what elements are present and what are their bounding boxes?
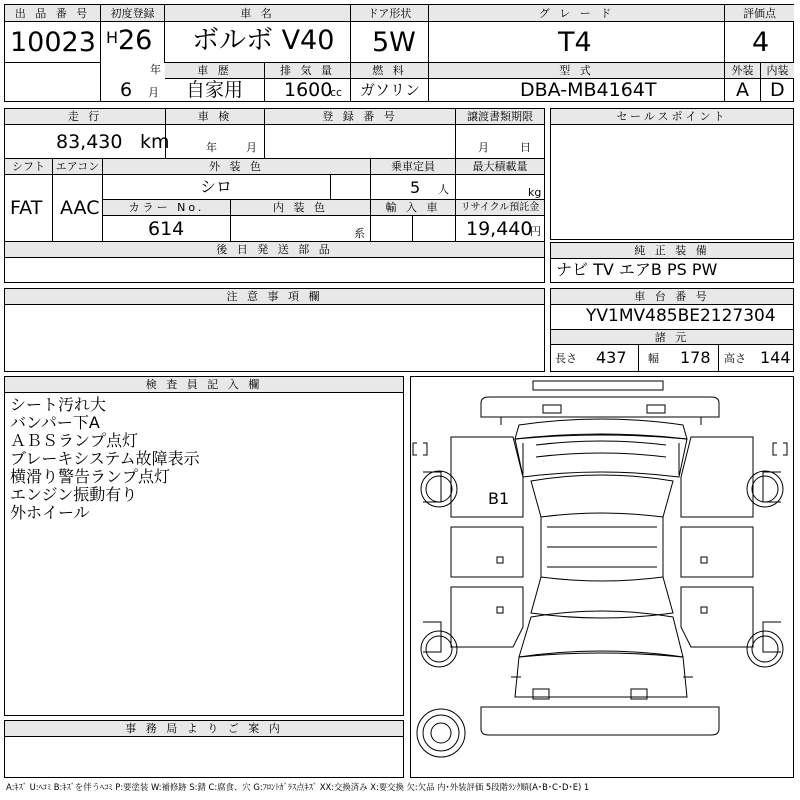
int-color-label: 内 装 色 bbox=[231, 200, 370, 216]
first-reg-month-unit: 月 bbox=[148, 86, 159, 99]
grade-label: グ レ ー ド bbox=[429, 5, 724, 22]
transfer-month-unit: 月 bbox=[478, 141, 489, 154]
reg-no-label: 登 録 番 号 bbox=[265, 109, 455, 125]
spec-height-value: 144 bbox=[760, 348, 791, 367]
inspector-line: シート汚れ大 bbox=[10, 395, 107, 414]
ext-color-value: シロ bbox=[200, 177, 233, 196]
inspector-line: ブレーキシステム故障表示 bbox=[10, 449, 200, 468]
inspector-line: エンジン振動有り bbox=[10, 485, 138, 504]
displacement-value: 1600 bbox=[284, 79, 333, 101]
sales-point-label: セールスポイント bbox=[551, 109, 793, 125]
import-label: 輸 入 車 bbox=[371, 200, 455, 216]
auction-no-label: 出 品 番 号 bbox=[5, 5, 100, 22]
inspection-month-unit: 月 bbox=[246, 141, 257, 154]
recycle-value: 19,440 bbox=[466, 218, 533, 240]
equipment-label: 純 正 装 備 bbox=[551, 243, 793, 259]
sales-point-block bbox=[550, 108, 794, 240]
car-name-label: 車 名 bbox=[165, 5, 350, 22]
color-no-value: 614 bbox=[148, 218, 185, 240]
interior-value: D bbox=[770, 79, 785, 101]
displacement-unit: cc bbox=[330, 86, 343, 99]
color-no-label: カラー No. bbox=[103, 200, 230, 216]
first-reg-year: 26 bbox=[118, 25, 153, 56]
first-reg-year-unit: 年 bbox=[150, 63, 161, 76]
aircon-value: AAC bbox=[60, 197, 100, 219]
equipment-value: ナビ TV エアB PS PW bbox=[556, 260, 718, 279]
capacity-unit: 人 bbox=[438, 183, 449, 196]
transfer-day-unit: 日 bbox=[520, 141, 531, 154]
door-value: 5W bbox=[372, 27, 416, 58]
recycle-label: リサイクル預託金 bbox=[456, 200, 544, 216]
history-label: 車 歴 bbox=[165, 63, 264, 79]
chassis-label: 車 台 番 号 bbox=[551, 289, 793, 305]
car-name-value: ボルボ V40 bbox=[192, 25, 335, 56]
displacement-label: 排 気 量 bbox=[265, 63, 350, 79]
recycle-unit: 円 bbox=[530, 225, 541, 238]
legend-text: A:ｷｽﾞ U:ﾍｺﾐ B:ｷｽﾞを伴うﾍｺﾐ P:要塗装 W:補修跡 S:錆 C:腐食、穴 G:ﾌﾛﾝﾄｶﾞﾗｽ点ｷｽﾞ XX:交換済み X:要交換 欠:欠品 内･外装評価 5段階ﾗﾝｸ順(A･B･C･D･E) 1 bbox=[6, 782, 590, 792]
inspector-line: 横滑り警告ランプ点灯 bbox=[10, 467, 171, 486]
interior-label: 内装 bbox=[761, 63, 794, 79]
fuel-value: ガソリン bbox=[360, 81, 421, 99]
aircon-label: エアコン bbox=[53, 159, 102, 175]
divider bbox=[718, 345, 719, 372]
load-label: 最大積載量 bbox=[456, 159, 544, 175]
model-value: DBA-MB4164T bbox=[520, 79, 657, 101]
fuel-label: 燃 料 bbox=[351, 63, 428, 79]
first-reg-era: H bbox=[106, 28, 119, 47]
office-label: 事 務 局 よ り ご 案 内 bbox=[5, 721, 403, 737]
spec-length-value: 437 bbox=[596, 348, 627, 367]
mileage-label: 走 行 bbox=[5, 109, 165, 125]
score-label: 評価点 bbox=[725, 5, 794, 22]
divider bbox=[330, 175, 331, 199]
inspector-line: バンパー下A bbox=[10, 413, 100, 432]
grade-value: T4 bbox=[558, 27, 592, 58]
transfer-label: 譲渡書類期限 bbox=[456, 109, 544, 125]
auction-no-value: 10023 bbox=[10, 27, 96, 58]
notes-label: 注 意 事 項 欄 bbox=[5, 289, 544, 305]
later-parts-label: 後 日 発 送 部 品 bbox=[5, 242, 544, 258]
exterior-label: 外装 bbox=[725, 63, 760, 79]
load-unit: kg bbox=[528, 186, 542, 199]
int-color-unit: 系 bbox=[354, 227, 365, 240]
divider bbox=[4, 62, 100, 63]
first-reg-label: 初度登録 bbox=[101, 5, 164, 22]
capacity-label: 乗車定員 bbox=[371, 159, 455, 175]
specs-label: 諸 元 bbox=[551, 330, 793, 345]
score-value: 4 bbox=[752, 27, 770, 58]
history-value: 自家用 bbox=[186, 79, 244, 101]
shift-label: シフト bbox=[5, 159, 52, 175]
mileage-unit: km bbox=[140, 131, 170, 153]
inspector-line: 外ホイール bbox=[10, 503, 90, 522]
ext-color-label: 外 装 色 bbox=[103, 159, 370, 175]
exterior-value: A bbox=[736, 79, 749, 101]
spec-width-label: 幅 bbox=[648, 352, 659, 365]
inspector-notes bbox=[10, 396, 200, 522]
first-reg-month: 6 bbox=[120, 79, 133, 101]
inspection-year-unit: 年 bbox=[206, 141, 217, 154]
divider bbox=[638, 345, 639, 372]
model-label: 型 式 bbox=[429, 63, 724, 79]
mileage-value: 83,430 bbox=[56, 131, 123, 153]
chassis-value: YV1MV485BE2127304 bbox=[586, 306, 776, 326]
door-label: ドア形状 bbox=[351, 5, 428, 22]
inspection-label: 車 検 bbox=[166, 109, 264, 125]
capacity-value: 5 bbox=[410, 178, 421, 197]
inspector-label: 検 査 員 記 入 欄 bbox=[5, 377, 403, 393]
car-diagram bbox=[410, 376, 794, 778]
spec-width-value: 178 bbox=[680, 348, 711, 367]
inspector-line: ＡＢＳランプ点灯 bbox=[10, 431, 139, 450]
spec-length-label: 長さ bbox=[555, 352, 577, 365]
shift-value: FAT bbox=[10, 197, 43, 219]
divider bbox=[412, 216, 413, 241]
spec-height-label: 高さ bbox=[724, 352, 746, 365]
car-outline-diagram bbox=[411, 377, 793, 777]
damage-mark-b1: B1 bbox=[488, 489, 510, 508]
